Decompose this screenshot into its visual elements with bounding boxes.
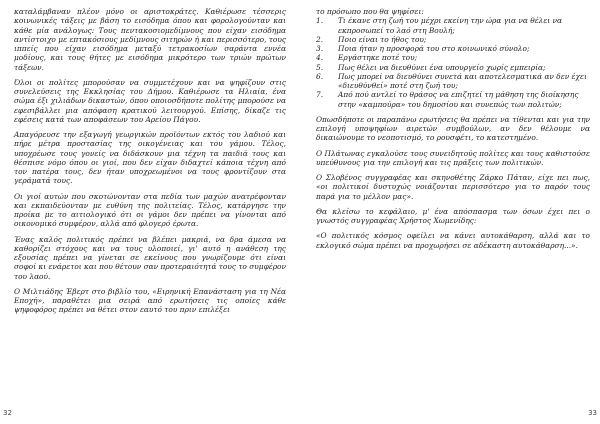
list-number: 1. [316, 16, 324, 26]
list-item [316, 16, 590, 35]
paragraph: Απαγόρευσε την εξαγωγή γεωργικών προϊόντων εκτός του λαδιού και πήρε μέτρα προστασίας της οικογένειας και του γάμου. Τέλος, υποχρέωσε τους γονείς να διδάσκουν μια τέχνη τα παιδιά τους και θέσπισε νόμο όπου οι γιοί, που δεν είχαν διδαχτεί κάποια τέχνη από τον πατέρα τους, δεν ήταν υποχρεωμένοι να τους φροντίζουν στα γεράματά τους. [14, 130, 286, 186]
list-text: Ποια ήταν η προσφορά του στο κοινωνικό σύνολο; [338, 44, 530, 53]
paragraph: Ο Πλάτωνας εγκαλούσε τους συνειδητούς πολίτες και τους καθιστούσε υπεύθυνους για την επιλογή και τις πράξεις των πολιτικών. [316, 148, 590, 167]
list-intro: το πρόσωπο που θα ψηφίσει: [316, 7, 424, 16]
paragraph: Ο Μιλτιάδης Έβερτ στο βιβλίο του, «Ειρηνική Επανάσταση για τη Νέα Εποχή», παραθέτει μια σειρά από ερωτήσεις τις οποίες κάθε ψηφοφόρος πρέπει να θέτει στον εαυτό του πριν επιλέξει [14, 286, 286, 315]
right-page [300, 0, 600, 424]
paragraph: Οι γιοί αυτών που σκοτώνονταν στα πεδία των μαχών ανατρέφονταν και εκπαιδεύονταν με ευθύνη της πολιτείας. Τέλος, κατάργησε την προίκα με το αιτιολογικό ότι οι γάμοι δεν πρέπει να γίνονται από οικονομικό συμφέρον, αλλά από φλογερό έρωτα. [14, 191, 286, 229]
paragraph: Ο Σλοβένος συγγραφέας και σκηνοθέτης Ζάρκο Πάταν, είχε πει πως, «οι πολιτικοί δυστυχώς νοιάζονται περισσότερο για το παρόν τους παρά για το μέλλον μας». [316, 173, 590, 201]
list-number: 6. [316, 71, 324, 81]
right-text-column [316, 7, 590, 256]
list-item [316, 44, 590, 53]
paragraph: Όλοι οι πολίτες μπορούσαν να συμμετέχουν και να ψηφίζουν στις συνελεύσεις της Εκκλησίας του Δήμου. Καθιέρωσε τα Ηλιαία, ένα σώμα έξι χιλιάδων δικαστών, όπου οποιοσδήποτε πολίτης μπορούσε να εφεσιβάλλει μια απόφαση κρατικού λειτουργού. Επίσης, δίκαζε τις εφέσεις κατά των αποφάσεων του Αρείου Πάγου. [14, 77, 286, 124]
list-text: Τι έκανε στη ζωή του μέχρι εκείνη την ώρα για να θέλει να εκπροσωπεί το λαό στη Βουλή; [338, 16, 563, 35]
list-item [316, 90, 590, 109]
left-text-column [14, 7, 286, 321]
question-list [316, 16, 590, 109]
list-item [316, 35, 590, 44]
list-text: Πως θέλει να διευθύνει ένα υπουργείο χωρίς εμπειρία; [338, 62, 546, 72]
list-number: 7. [316, 90, 324, 100]
page-number: 32 [3, 409, 12, 417]
paragraph: καταλάμβαναν πλέον μόνο οι αριστοκράτες. Καθιέρωσε τέσσερις κοινωνικές τάξεις με βάση το εισόδημα όπου και φορολογούνταν και κάθε μία ανάλογως: Τους πεντακοσιομεδίμνους που είχαν εισόδημα αντίστοιχο με επτακόσιους μεδίμνους σιτηρών ή και περισσότερο, τους ιππείς που είχαν εισόδημα μεταξύ τετρακοσίων σαράντα εννέα μοδίους, και τους θήτες με εισόδημα μικρότερο των τριών πρώτων τάξεων. [14, 7, 286, 72]
list-text: Από πού αντλεί το θράσος να επιζητεί τη μάθηση της διοίκησης στην «καμπούρα» του δημοσίου και συνεπώς των πολιτών; [338, 90, 579, 109]
list-text: Ποιο είναι το ήθος του; [338, 34, 427, 44]
list-number: 3. [316, 44, 324, 53]
list-text: Πως μπορεί να διευθύνει συνετά και αποτελεσματικά αν δεν έχει «διευθύνθεί» ποτέ στη ζωή του; [338, 71, 587, 90]
list-item [316, 53, 590, 62]
paragraph: Οπωσδήποτε οι παραπάνω ερωτήσεις θα πρέπει να τίθενται και για την επιλογή υποψηφίων αιρετών συμβούλων, αν δεν θέλουμε να δικαιώνουμε το νεοποτισμό, το ρουσφέτι, το κατεστημένο. [316, 114, 590, 143]
list-number: 5. [316, 62, 324, 72]
page-number: 33 [588, 409, 597, 417]
list-item [316, 72, 590, 91]
list-number: 2. [316, 34, 324, 44]
list-text: Εργάστηκε ποτέ του; [338, 53, 418, 63]
paragraph: Θα κλείσω το κεφάλαιο, μ' ένα απόσπασμα των όσων έχει πει ο γνωστός συγγραφέας Χρήστος Χωμενίδης: [316, 206, 590, 225]
quote-paragraph: «Ο πολιτικός κόσμος οφείλει να κάνει αυτοκάθαρση, αλλά και το εκλογικό σώμα πρέπει να προχωρήσει σε αδέκαστη αυτοκάθαρση...». [316, 231, 590, 250]
paragraph: Ένας καλός πολιτικός πρέπει να βλέπει μακριά, να δρα άμεσα να καθορίζει στόχους και να τους υλοποιεί, γι' αυτό η ανάθεση της εξουσίας πρέπει να γίνεται σε εκείνους που γνωρίζουμε ότι είναι σοφοί κι ενάρετοι και που θέτουν σαν προτεραιότητά τους το συμφέρον του λαού. [14, 234, 286, 281]
list-item [316, 63, 590, 72]
list-number: 4. [316, 53, 324, 63]
